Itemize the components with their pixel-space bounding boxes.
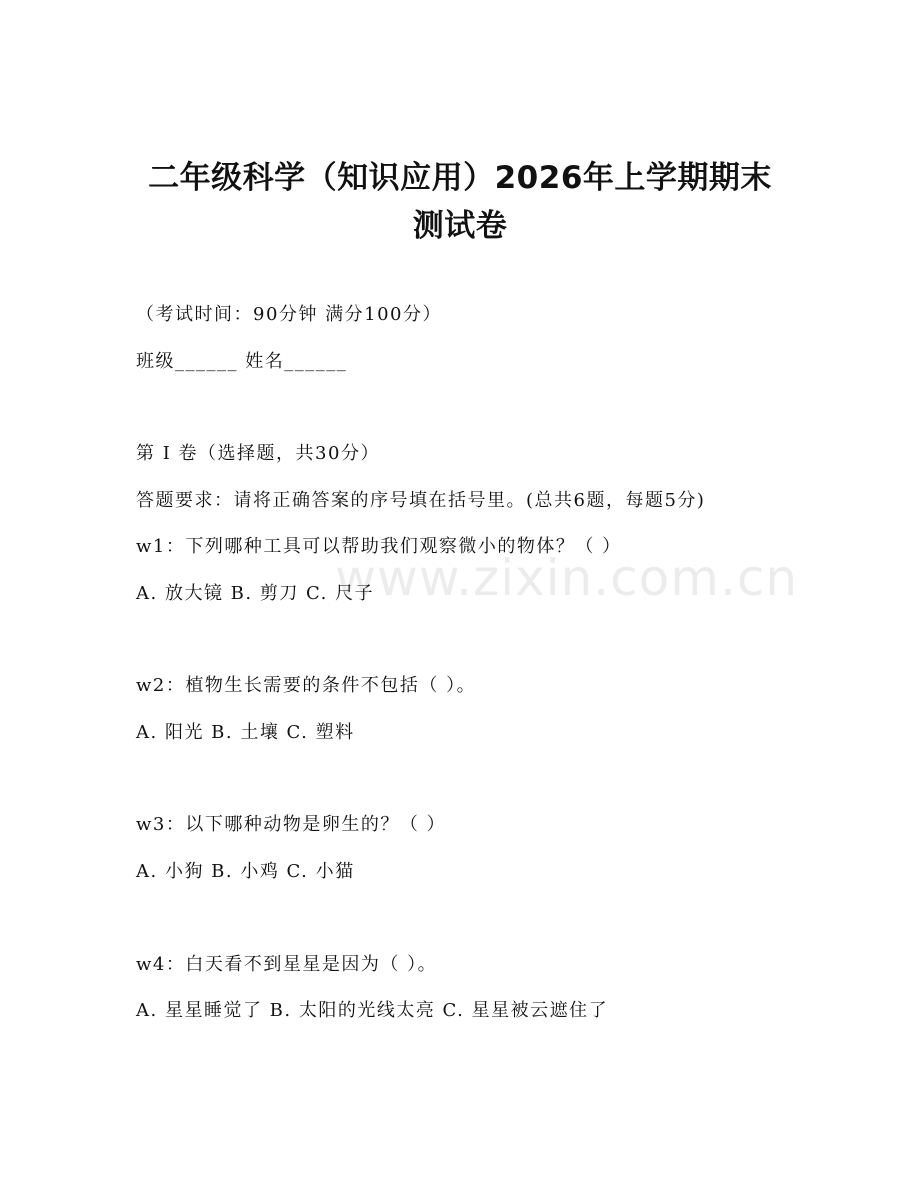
- question-2-stem: w2：植物生长需要的条件不包括（ ）。: [136, 675, 477, 696]
- question-4-options: A. 星星睡觉了 B. 太阳的光线太亮 C. 星星被云遮住了: [136, 1000, 609, 1021]
- question-4-stem: w4：白天看不到星星是因为（ ）。: [136, 954, 438, 975]
- question-3-options: A. 小狗 B. 小鸡 C. 小猫: [136, 861, 355, 882]
- instructions: 答题要求：请将正确答案的序号填在括号里。(总共6题，每题5分): [136, 490, 706, 511]
- question-1-stem: w1：下列哪种工具可以帮助我们观察微小的物体？（ ）: [136, 536, 622, 557]
- watermark: www.zixin.com.cn: [335, 549, 799, 607]
- title-line-2: 测试卷: [412, 208, 508, 244]
- section-heading: 第 I 卷（选择题，共30分）: [136, 443, 380, 464]
- question-2-options: A. 阳光 B. 土壤 C. 塑料: [136, 722, 355, 743]
- question-3-stem: w3：以下哪种动物是卵生的？（ ）: [136, 814, 447, 835]
- exam-info: （考试时间：90分钟 满分100分）: [136, 304, 442, 325]
- question-1-options: A. 放大镜 B. 剪刀 C. 尺子: [136, 583, 375, 604]
- class-name-fields: 班级______ 姓名______: [136, 351, 348, 372]
- title-line-1: 二年级科学（知识应用）2026年上学期期末: [148, 160, 772, 196]
